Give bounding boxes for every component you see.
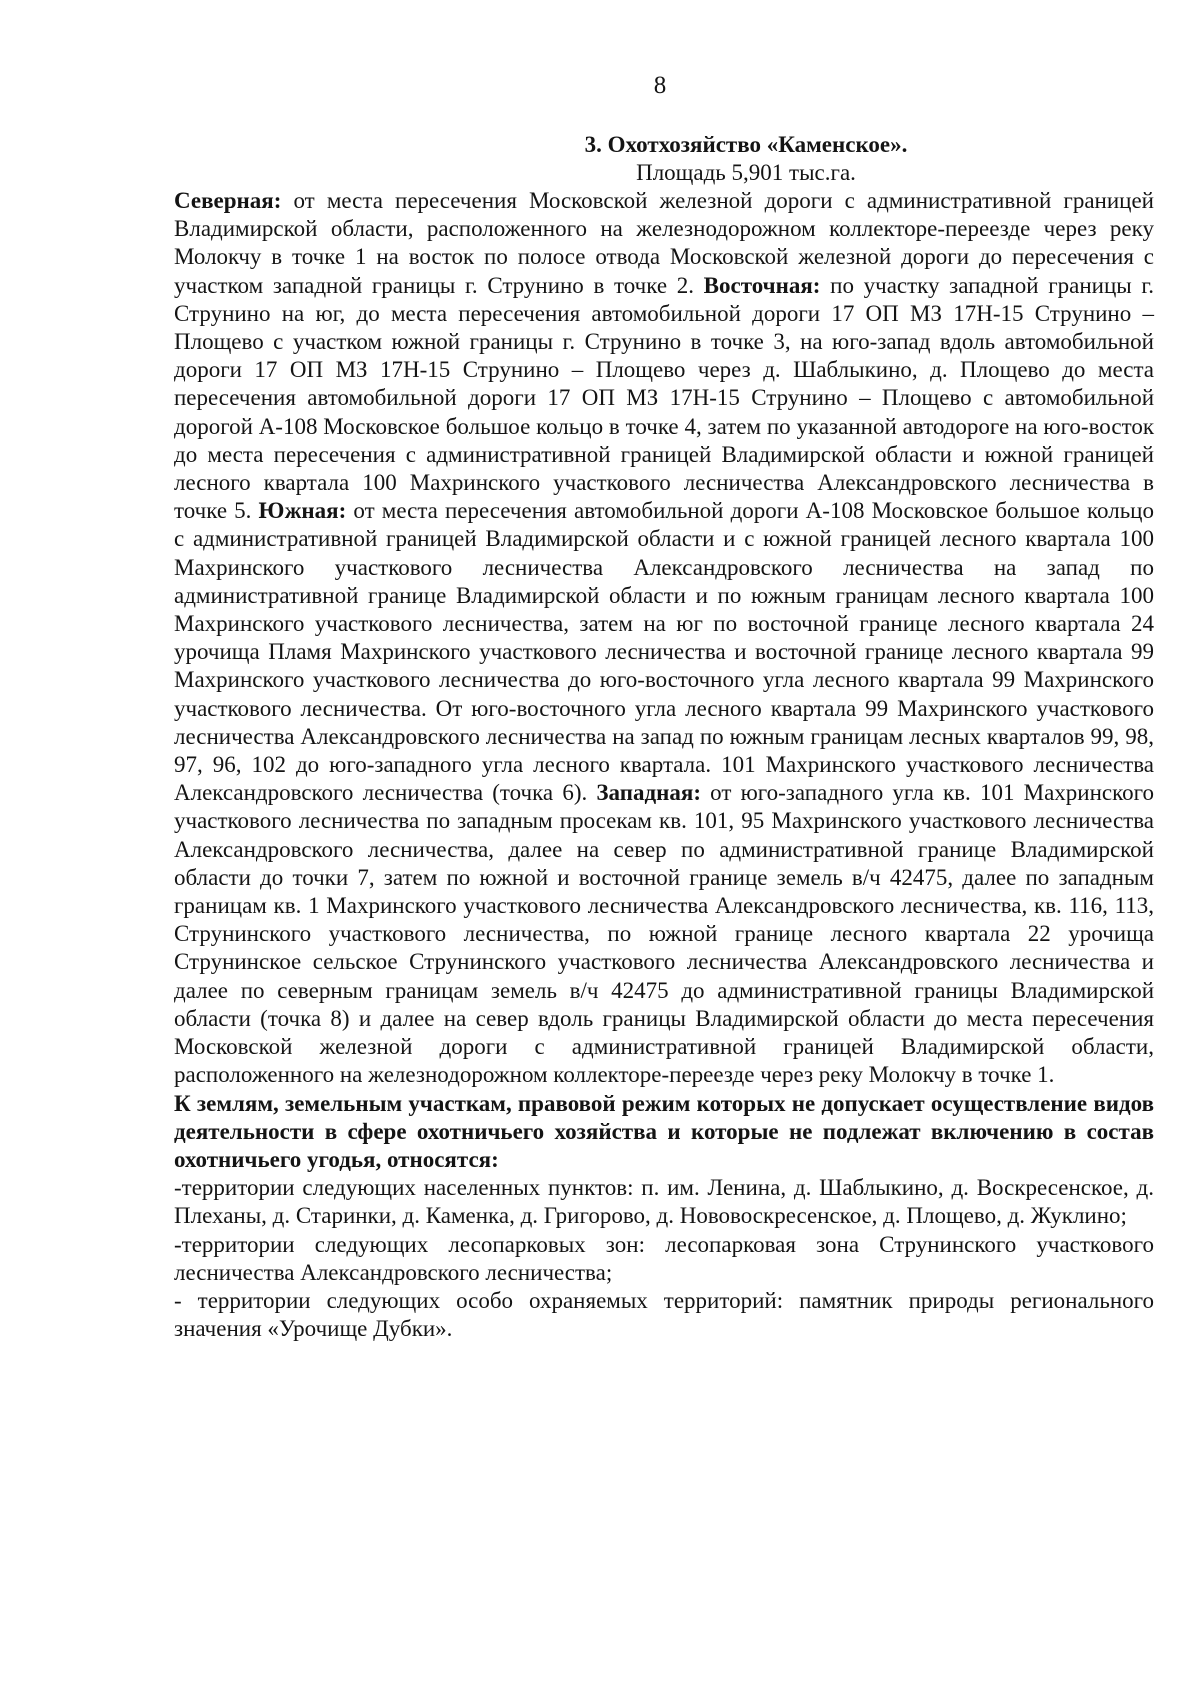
west-boundary-label: Западная: <box>596 780 701 806</box>
exclusions-title: К землям, земельным участкам, правовой режим которых не допускает осуществление видов деятельности в сфере охотничьего хозяйства и которые не подлежат включению в состав охотничьего угодья, относятся: <box>174 1090 1154 1172</box>
section-area: Площадь 5,901 тыс.га. <box>636 160 856 185</box>
exclusion-item-forest-park-zones: -территории следующих лесопарковых зон: лесопарковая зона Струнинского участкового лесничества Александровского лесничества; <box>174 1231 1154 1285</box>
page-number: 8 <box>653 72 667 99</box>
north-boundary-label: Северная: <box>174 188 282 213</box>
south-boundary-label: Южная: <box>258 498 347 524</box>
exclusion-item-settlements: -территории следующих населенных пунктов: п. им. Ленина, д. Шаблыкино, д. Воскресенское, д. Плеханы, д. Старинки, д. Каменка, д. Григорово, д. Нововоскресенское, д. Площево, д. Жуклино; <box>174 1175 1154 1229</box>
boundaries-paragraph <box>174 187 1154 1090</box>
north-boundary-text: от места пересечения Московской железной дороги с административной границей Владимирской области, расположенного на железнодорожном коллекторе-переезде через реку Молокчу в точке 1 на восток по полосе отвода Московской железной дороги до пересечения с участком западной границы г. Струнино в точке 2. <box>174 188 1154 298</box>
east-boundary-text: по участку западной границы г. Струнино на юг, до места пересечения автомобильной дороги 17 ОП МЗ 17Н-15 Струнино – Площево с участком южной границы г. Струнино в точке 3, на юго-запад вдоль автомобильной дороги 17 ОП МЗ 17Н-15 Струнино – Площево через д. Шаблыкино, д. Площево до места пересечения автомобильной дороги 17 ОП МЗ 17Н-15 Струнино – Площево с автомобильной дорогой А-108 Московское большое кольцо в точке 4, затем по указанной автодороге на юго-восток до места пересечения с административной границей Владимирской области и южной границей лесного квартала 100 Махринского участкового лесничества Александровского лесничества в точке 5. <box>174 272 1154 524</box>
section-title: 3. Охотхозяйство «Каменское». <box>584 132 908 157</box>
south-boundary-text: от места пересечения автомобильной дороги А-108 Московское большое кольцо с административной границей Владимирской области и с южной границей лесного квартала 100 Махринского участкового лесничества Александровского лесничества на запад по административной границе Владимирской области и по южным границам лесного квартала 100 Махринского участкового лесничества, затем на юг по восточной границе лесного квартала 24 урочища Пламя Махринского участкового лесничества и восточной границе лесного квартала 99 Махринского участкового лесничества до юго-восточного угла лесного квартала 99 Махринского участкового лесничества. От юго-восточного угла лесного квартала 99 Махринского участкового лесничества Александровского лесничества на запад по южным границам лесных кварталов 99, 98, 97, 96, 102 до юго-западного угла лесного квартала. 101 Махринского участкового лесничества Александровского лесничества (точка 6). <box>174 498 1154 806</box>
west-boundary-text: от юго-западного угла кв. 101 Махринского участкового лесничества по западным просекам кв. 101, 95 Махринского участкового лесничества Александровского лесничества, далее на север по административной границе Владимирской области до точки 7, затем по южной и восточной границе земель в/ч 42475, далее по западным границам кв. 1 Махринского участкового лесничества Александровского лесничества, кв. 116, 113, Струнинского участкового лесничества, по южной границе лесного квартала 22 урочища Струнинское сельское Струнинского участкового лесничества Александровского лесничества и далее по северным границам земель в/ч 42475 до административной границы Владимирской области (точка 8) и далее на север вдоль границы Владимирской области до места пересечения Московской железной дороги с административной границей Владимирской области, расположенного на железнодорожном коллекторе-переезде через реку Молокчу в точке 1. <box>174 780 1154 1088</box>
east-boundary-label: Восточная: <box>703 272 821 298</box>
exclusion-item-protected-areas: - территории следующих особо охраняемых территорий: памятник природы регионального значения «Урочище Дубки». <box>174 1287 1154 1342</box>
document-body <box>174 187 1154 1343</box>
